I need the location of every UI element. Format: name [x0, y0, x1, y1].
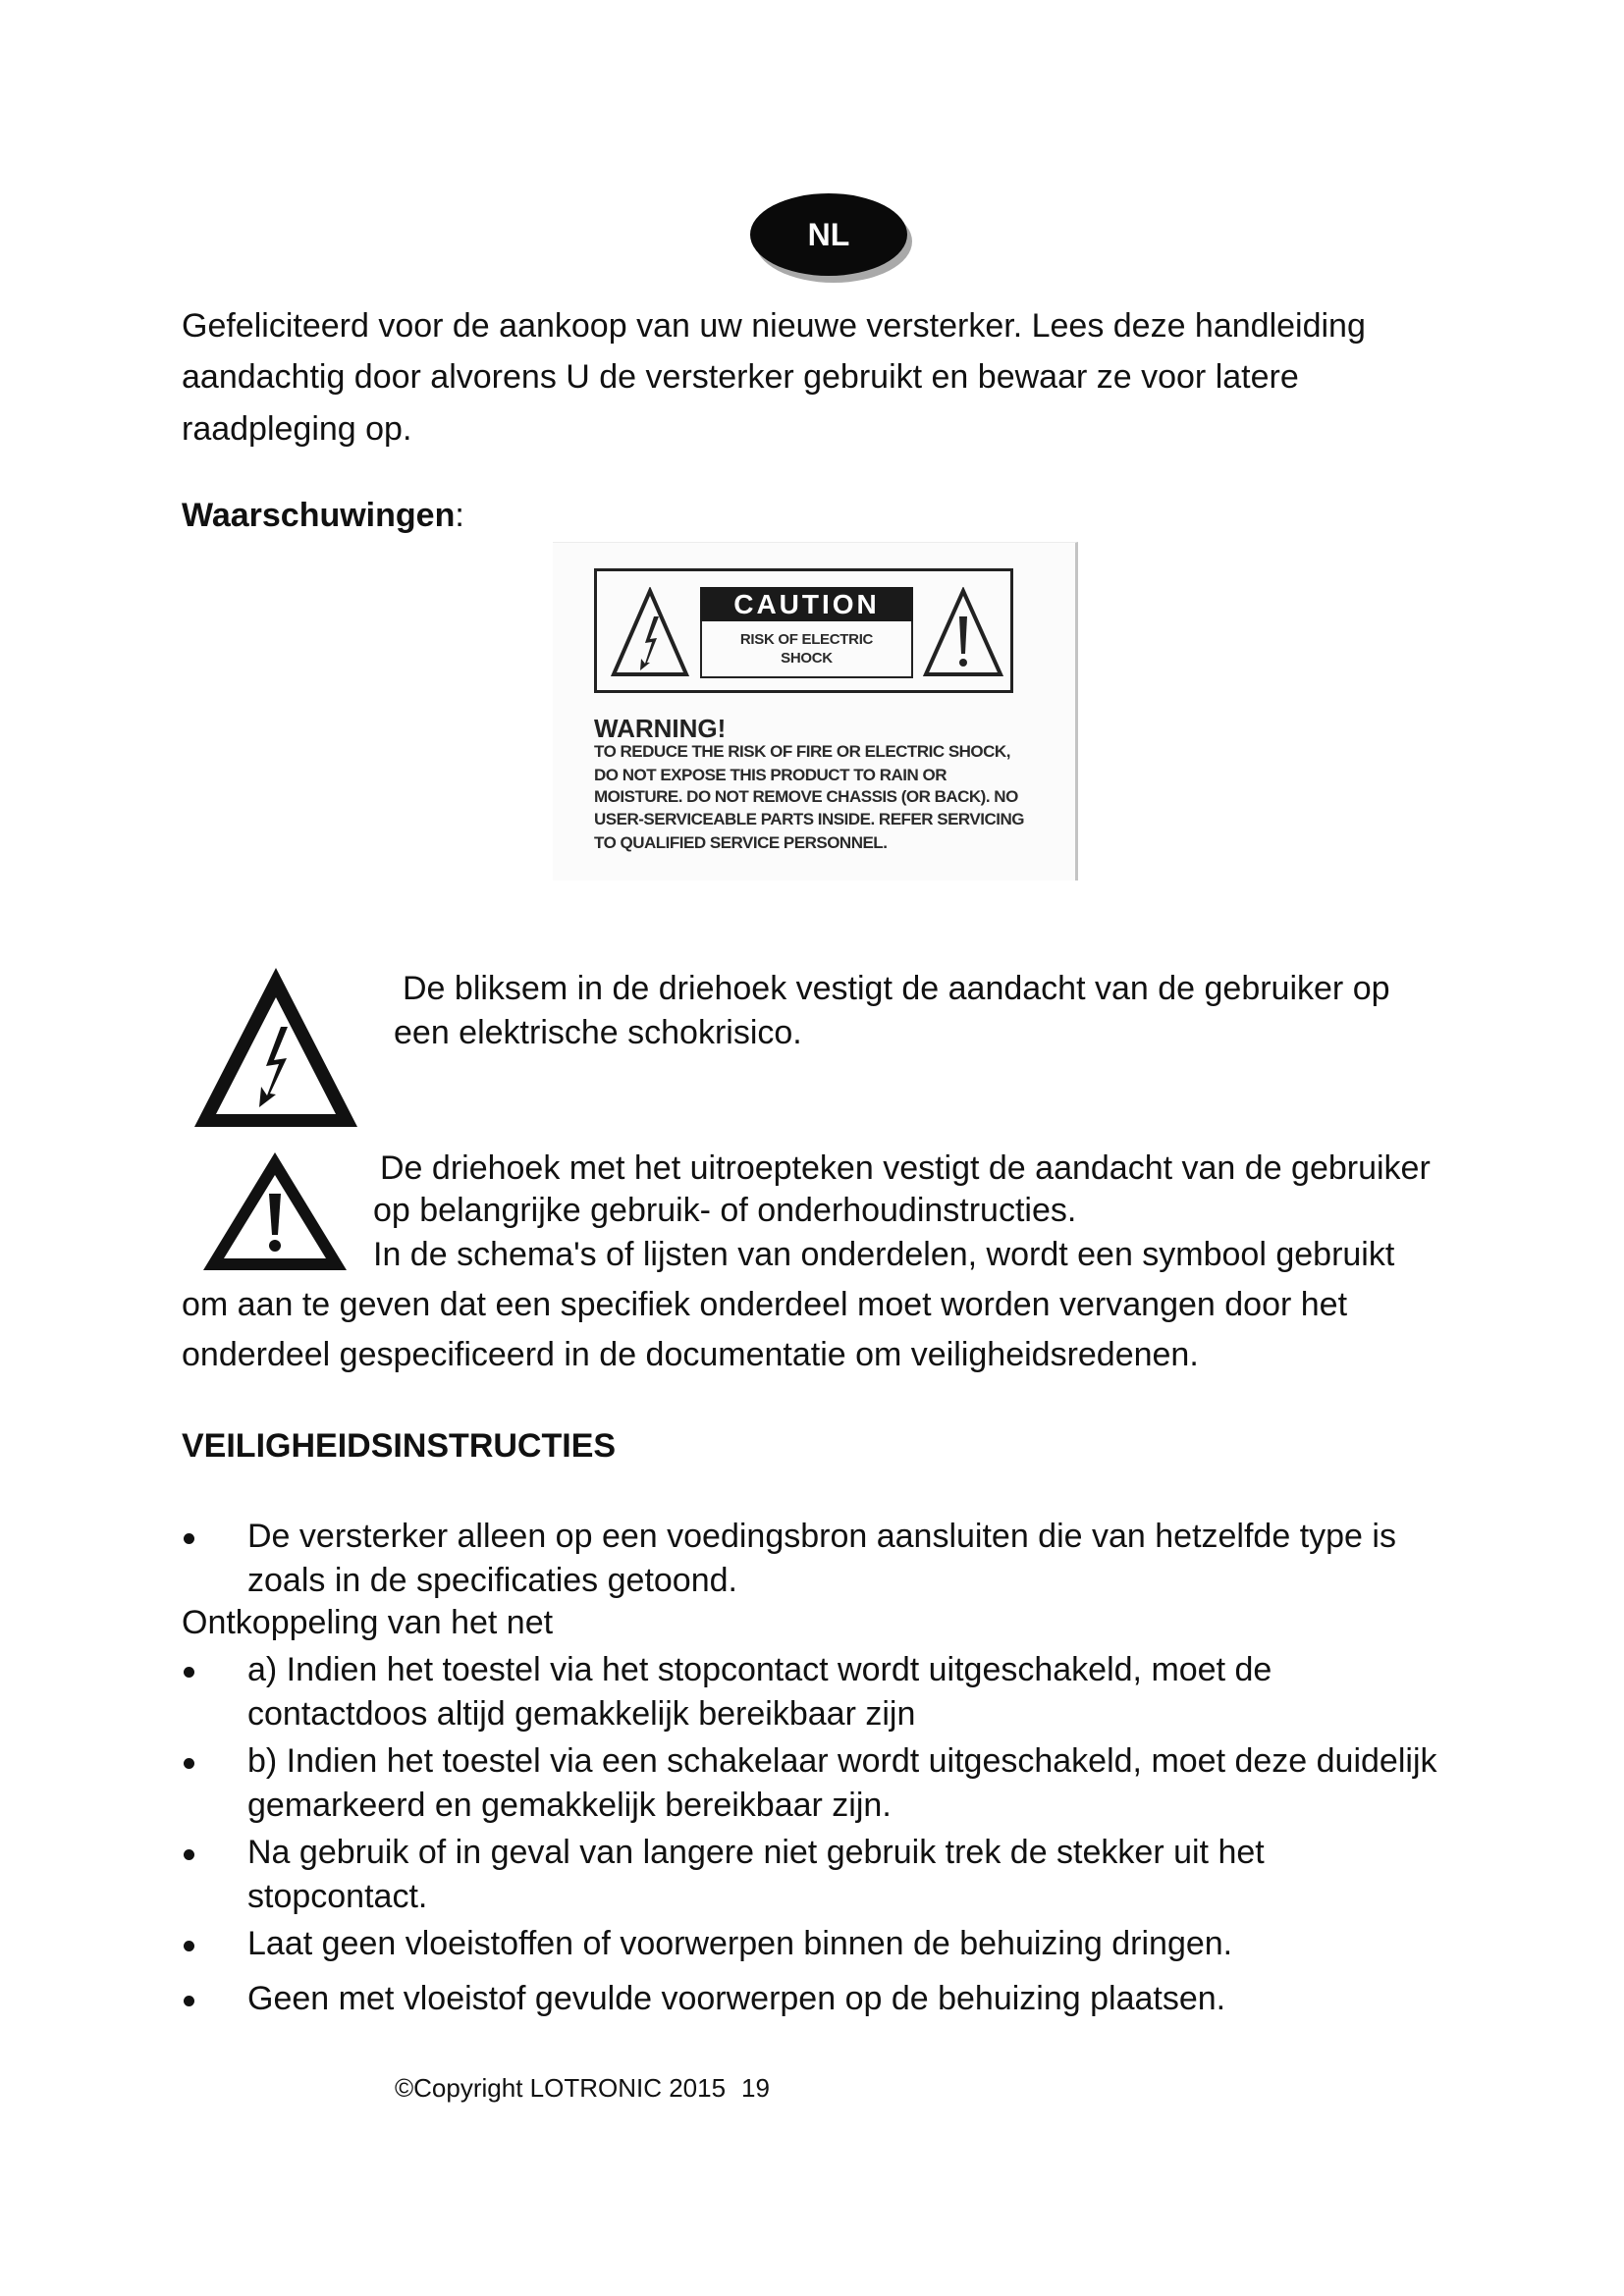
list-item: Laat geen vloeistoffen of voorwerpen binnen de behuizing dringen.	[247, 1925, 1233, 1962]
caution-subtitle-box	[700, 621, 913, 678]
warnings-heading-text: Waarschuwingen	[182, 497, 456, 534]
bullet-icon	[184, 1533, 194, 1544]
caution-label-image	[553, 542, 1078, 881]
exclamation-warning-icon	[201, 1150, 349, 1274]
footer-copyright: ©Copyright LOTRONIC 2015	[395, 2073, 727, 2103]
exclamation-description-line: onderdeel gespecificeerd in de documentatie om veiligheidsredenen.	[182, 1336, 1199, 1373]
list-item: a) Indien het toestel via het stopcontact wordt uitgeschakeld, moet de	[247, 1651, 1272, 1688]
lightning-description-line: een elektrische schokrisico.	[394, 1014, 802, 1051]
list-item: Geen met vloeistof gevulde voorwerpen op de behuizing plaatsen.	[247, 1980, 1226, 2017]
lightning-warning-icon	[192, 966, 359, 1131]
list-item: De versterker alleen op een voedingsbron aansluiten die van hetzelfde type is	[247, 1518, 1396, 1555]
exclamation-description-line: In de schema's of lijsten van onderdelen, wordt een symbool gebruikt	[373, 1236, 1395, 1273]
intro-line: raadpleging op.	[182, 410, 412, 448]
bullet-icon	[184, 1758, 194, 1769]
page-number: 19	[741, 2073, 770, 2103]
disconnect-label: Ontkoppeling van het net	[182, 1604, 554, 1641]
exclamation-description-line: om aan te geven dat een specifiek onderdeel moet worden vervangen door het	[182, 1286, 1348, 1323]
caution-title: CAUTION	[733, 588, 880, 619]
bullet-icon	[184, 1941, 194, 1951]
intro-line: Gefeliciteerd voor de aankoop van uw nieuwe versterker. Lees deze handleiding	[182, 307, 1366, 345]
caution-subtitle-line: SHOCK	[781, 650, 833, 667]
warning-line: TO REDUCE THE RISK OF FIRE OR ELECTRIC SHOCK,	[594, 742, 1010, 761]
safety-heading: VEILIGHEIDSINSTRUCTIES	[182, 1427, 617, 1465]
exclamation-description-line: De driehoek met het uitroepteken vestigt de aandacht van de gebruiker	[380, 1149, 1431, 1187]
list-item: contactdoos altijd gemakkelijk bereikbaar zijn	[247, 1695, 916, 1733]
lightning-triangle-icon	[611, 587, 689, 678]
warning-line: MOISTURE. DO NOT REMOVE CHASSIS (OR BACK). NO	[594, 787, 1018, 806]
language-badge-label: NL	[807, 217, 850, 252]
exclamation-triangle-icon	[923, 587, 1004, 678]
warning-line: USER-SERVICEABLE PARTS INSIDE. REFER SERVICING	[594, 810, 1024, 828]
caution-title-box	[700, 587, 913, 621]
list-item: zoals in de specificaties getoond.	[247, 1562, 737, 1599]
list-item: b) Indien het toestel via een schakelaar wordt uitgeschakeld, moet deze duidelijk	[247, 1742, 1437, 1780]
bullet-icon	[184, 1667, 194, 1678]
lightning-description-line: De bliksem in de driehoek vestigt de aandacht van de gebruiker op	[403, 970, 1390, 1007]
warning-line: DO NOT EXPOSE THIS PRODUCT TO RAIN OR	[594, 766, 947, 784]
bullet-icon	[184, 1849, 194, 1860]
language-badge	[750, 193, 907, 276]
warnings-heading-colon: :	[455, 497, 464, 534]
warning-title: WARNING!	[594, 714, 727, 743]
list-item: stopcontact.	[247, 1878, 428, 1915]
list-item: gemarkeerd en gemakkelijk bereikbaar zijn.	[247, 1787, 892, 1824]
warnings-heading	[182, 499, 464, 532]
caution-subtitle-line: RISK OF ELECTRIC	[739, 631, 874, 648]
bullet-icon	[184, 1996, 194, 2006]
warning-line: TO QUALIFIED SERVICE PERSONNEL.	[594, 833, 888, 852]
exclamation-description-line: op belangrijke gebruik- of onderhoudinstructies.	[373, 1192, 1077, 1229]
list-item: Na gebruik of in geval van langere niet gebruik trek de stekker uit het	[247, 1834, 1265, 1871]
intro-line: aandachtig door alvorens U de versterker gebruikt en bewaar ze voor latere	[182, 358, 1299, 396]
